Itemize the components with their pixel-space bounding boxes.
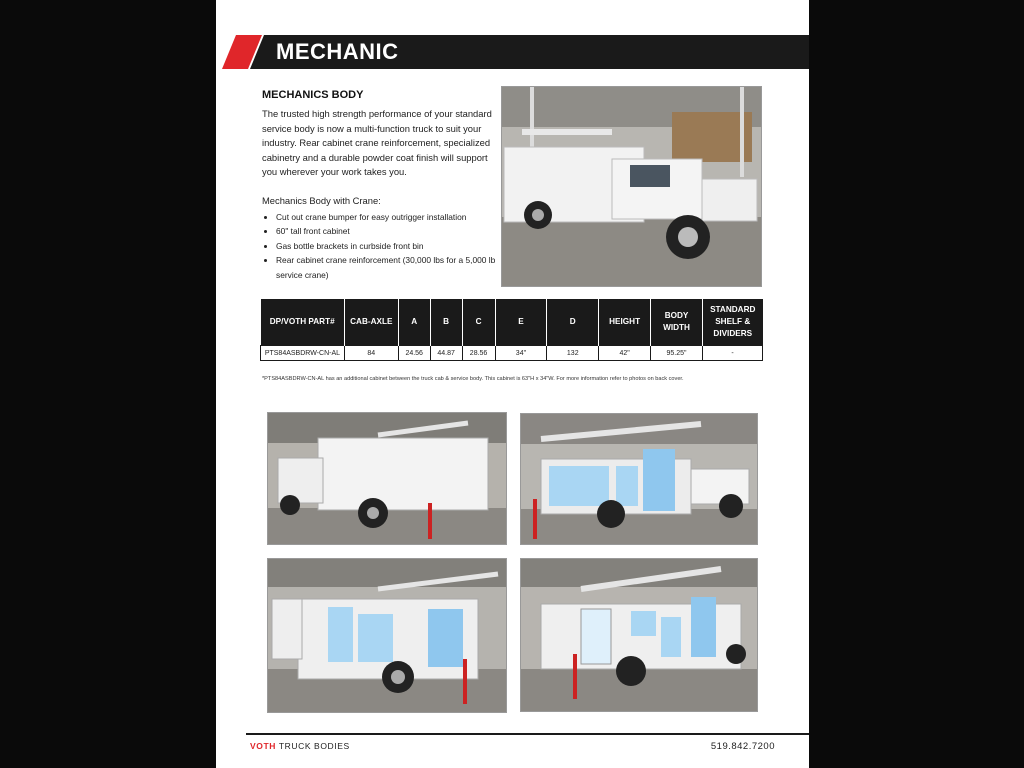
column-header: C: [462, 299, 495, 346]
brand-name-voth: VOTH: [250, 741, 277, 751]
footer-divider: [246, 733, 809, 735]
table-cell: 42": [599, 346, 651, 361]
feature-item: • Gas bottle brackets in curbside front bin: [276, 239, 498, 254]
column-header: STANDARD SHELF & DIVIDERS: [702, 299, 762, 346]
phone-number: 519.842.7200: [710, 741, 775, 752]
features-subheading: Mechanics Body with Crane:: [262, 194, 381, 206]
column-header: BODY WIDTH: [651, 299, 703, 346]
column-header: A: [398, 299, 430, 346]
section-heading: MECHANICS BODY: [262, 89, 364, 101]
feature-item: • Rear cabinet crane reinforcement (30,000 lbs for a 5,000 lb service crane): [276, 253, 498, 282]
table-cell: 95.25": [651, 346, 703, 361]
table-header-row: [261, 299, 763, 346]
column-header: D: [547, 299, 599, 346]
table-cell: 132: [547, 346, 599, 361]
spec-table: [260, 299, 763, 361]
feature-list: [262, 210, 498, 283]
table-footnote: *PTS84ASBDRW-CN-AL has an additional cabinet between the truck cab & service body. This cabinet is 63"H x 34"W. For more information refer to photos on back cover.: [262, 376, 684, 382]
brand-name-rest: TRUCK BODIES: [276, 741, 350, 751]
feature-item: • 60" tall front cabinet: [276, 224, 498, 239]
page-title: MECHANIC: [276, 39, 399, 64]
column-header: E: [495, 299, 547, 346]
spec-sheet-page: [216, 0, 809, 768]
column-header: HEIGHT: [599, 299, 651, 346]
main-truck-photo: [501, 86, 762, 287]
table-cell: 28.56: [462, 346, 495, 361]
column-header: CAB-AXLE: [344, 299, 398, 346]
table-cell: 84: [344, 346, 398, 361]
intro-paragraph: The trusted high strength performance of your standard service body is now a multi-function truck to suit your industry. Rear cabinet crane reinforcement, specialized cabinetry and a durable powder coat finish will support you wherever your work takes you.: [262, 108, 492, 178]
table-cell: PTS84ASBDRW-CN-AL: [261, 346, 345, 361]
truck-photo-open-cabinets-left: [267, 558, 507, 713]
table-cell: -: [702, 346, 762, 361]
table-cell: 24.56: [398, 346, 430, 361]
table-cell: 44.87: [430, 346, 462, 361]
brand-logo-text: [250, 741, 350, 751]
truck-photo-rear-cabinets: [520, 558, 758, 712]
truck-photo-open-cabinets-right: [520, 413, 758, 545]
table-cell: 34": [495, 346, 547, 361]
intro-section: [262, 89, 498, 282]
truck-photo-rear-left: [267, 412, 507, 545]
column-header: B: [430, 299, 462, 346]
feature-item: • Cut out crane bumper for easy outrigger installation: [276, 210, 498, 225]
column-header: DP/VOTH PART#: [261, 299, 345, 346]
header-banner: [222, 35, 809, 69]
table-row: [261, 346, 763, 361]
